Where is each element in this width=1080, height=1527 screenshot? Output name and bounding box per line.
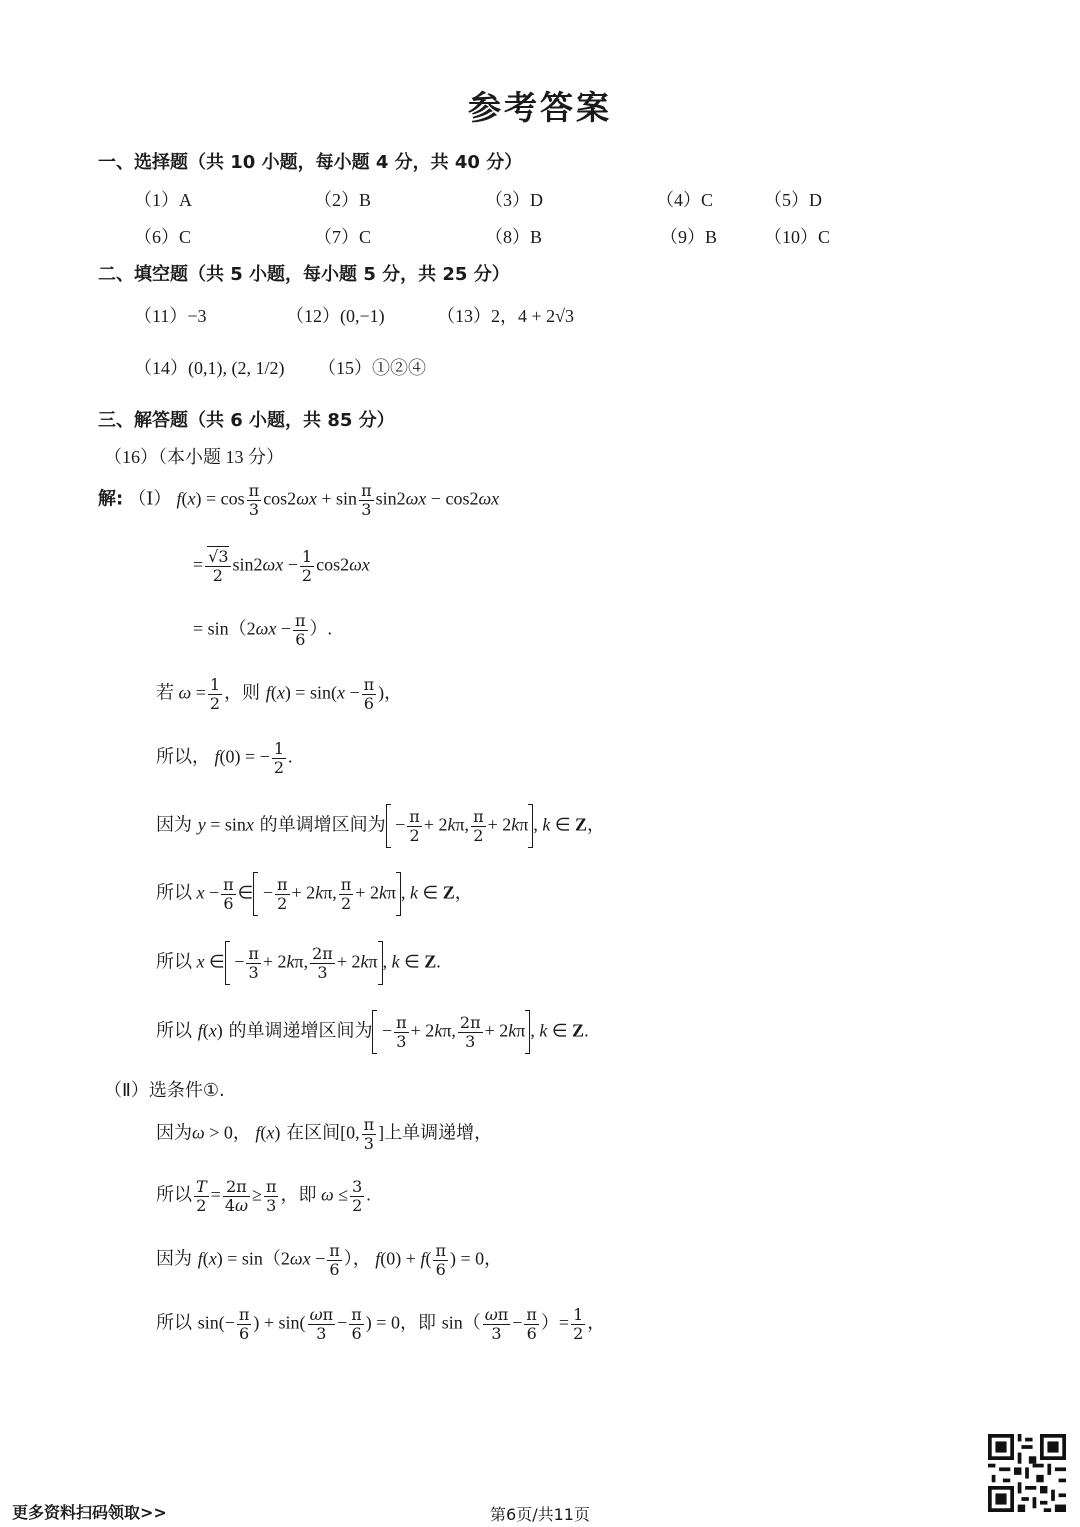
answer-item: （13）2，4 + 2√3: [437, 306, 575, 326]
answer-item: （11）−3: [134, 306, 207, 326]
footer-scan-link[interactable]: 更多资料扫码领取>>: [12, 1503, 167, 1522]
answer-item: （10）C: [764, 227, 831, 247]
answer-item: （1）A: [134, 190, 192, 210]
part-1-label: （Ⅰ）: [128, 488, 172, 509]
answer-item: （15）①②④: [318, 358, 426, 378]
math-line: 因为 y = sinx 的单调增区间为 − $\frac{\pi}{2}$ + 2kπ, $\frac{\pi}{2}$ + 2kπ , k ∈ Z，: [156, 804, 605, 848]
page-number: 第6页/共11页: [490, 1505, 590, 1524]
qr-code-image: [988, 1434, 1066, 1512]
section-heading-choice: 一、选择题（共 10 小题，每小题 4 分，共 40 分）: [98, 152, 523, 173]
math-line: 所以 x − $\frac{\pi}{6}$ ∈ − $\frac{\pi}{2}$ + 2kπ, $\frac{\pi}{2}$ + 2kπ , k ∈ Z，: [156, 872, 473, 916]
answer-item: （8）B: [485, 227, 543, 247]
answer-item: （5）D: [764, 190, 822, 210]
math-line: 所以， f(0) = − $\frac{1}{2}$ .: [156, 739, 293, 777]
answer-item: （7）C: [314, 227, 372, 247]
math-line: 所以 x ∈ − $\frac{\pi}{3}$ + 2kπ, $\frac{2\pi}{3}$ + 2kπ , k ∈ Z.: [156, 941, 441, 985]
solution-label: 解:: [98, 488, 124, 510]
answer-item: （2）B: [314, 190, 372, 210]
math-line: 因为ω > 0， f(x) 在区间[0, $\frac{\pi}{3}$ ]上单调递增，: [156, 1115, 493, 1153]
answer-item: （14）(0,1), (2, 1/2): [134, 358, 285, 378]
question-16-label: （16）（本小题 13 分）: [104, 447, 284, 467]
answer-item: （6）C: [134, 227, 192, 247]
math-line: = $\frac{√3}{2}$ sin2ωx − $\frac{1}{2}$ cos2ωx: [193, 547, 370, 585]
answer-item: （12）(0,−1): [286, 306, 385, 326]
section-heading-solve: 三、解答题（共 6 小题，共 85 分）: [98, 410, 395, 431]
math-line: 若 ω = $\frac{1}{2}$ ，则 f(x) = sin(x − $\frac{\pi}{6}$ )，: [156, 675, 403, 713]
answer-item: （3）D: [485, 190, 543, 210]
answer-item: （4）C: [656, 190, 714, 210]
page-title: 参考答案: [468, 88, 612, 127]
math-line: 所以 sin(− $\frac{\pi}{6}$ ) + sin( $\frac{\omega\pi}{3}$ − $\frac{\pi}{6}$ ) = 0，即 sin（ $\frac{\omega\pi}{3}$ − $\frac{\pi}{6}$ ）= $\frac{1}{2}$ ，: [156, 1305, 606, 1343]
part-2-label: （Ⅱ）选条件①.: [104, 1080, 225, 1101]
section-heading-fill: 二、填空题（共 5 小题，每小题 5 分，共 25 分）: [98, 264, 510, 285]
solution-line-1: 解: （Ⅰ） f(x) = cos $\frac{\pi}{3}$ cos2ωx + sin $\frac{\pi}{3}$ sin2ωx − cos2ωx: [98, 481, 500, 519]
math-line: 因为 f(x) = sin（2ωx − $\frac{\pi}{6}$ ）， f(0) + f( $\frac{\pi}{6}$ ) = 0，: [156, 1241, 503, 1279]
math-line: 所以 $\frac{T}{2}$ = $\frac{2\pi}{4\omega}$ ≥ $\frac{\pi}{3}$ ，即 ω ≤ $\frac{3}{2}$ .: [156, 1177, 371, 1215]
math-line: = sin（2ωx − $\frac{\pi}{6}$ ）.: [193, 611, 333, 649]
math-line: 所以 f(x) 的单调递增区间为 − $\frac{\pi}{3}$ + 2kπ, $\frac{2\pi}{3}$ + 2kπ , k ∈ Z.: [156, 1010, 589, 1054]
answer-item: （9）B: [660, 227, 718, 247]
